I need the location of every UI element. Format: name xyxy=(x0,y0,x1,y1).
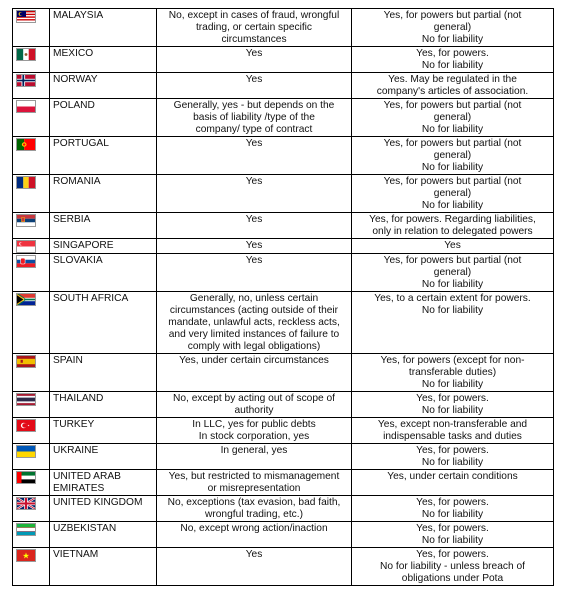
cell-line: trading, or certain specific xyxy=(195,22,313,33)
flag-icon-no xyxy=(16,74,36,87)
cell-line: Yes, for powers (except for non- xyxy=(380,355,525,366)
cell-line: No for liability xyxy=(421,535,484,546)
flag-cell xyxy=(13,47,50,73)
personal-liability-cell xyxy=(157,548,352,586)
personal-liability-cell xyxy=(157,292,352,354)
personal-liability-cell xyxy=(157,392,352,418)
cell-line: No for liability xyxy=(421,457,484,468)
cell-line: Yes xyxy=(245,176,263,187)
country-name: SLOVAKIA xyxy=(50,254,157,292)
table-body xyxy=(13,9,554,586)
country-name: SINGAPORE xyxy=(50,239,157,254)
flag-cell xyxy=(13,522,50,548)
cell-line: indispensable tasks and duties xyxy=(383,431,522,442)
cell-line: No for liability xyxy=(421,509,484,520)
cell-line: company/ type of contract xyxy=(195,124,313,135)
flag-cell xyxy=(13,213,50,239)
cell-line: circumstances (acting outside of their xyxy=(169,305,339,316)
cell-line: Yes xyxy=(245,74,263,85)
cell-line: and very limited instances of failure to xyxy=(168,329,340,340)
table-row xyxy=(13,444,554,470)
cell-line: No for liability xyxy=(421,60,484,71)
table-row xyxy=(13,213,554,239)
cell-line: Yes, to a certain extent for powers. xyxy=(374,293,531,304)
cell-line: No, except by acting out of scope of xyxy=(173,393,335,404)
flag-icon-uz xyxy=(16,523,36,536)
cell-line: Generally, no, unless certain xyxy=(189,293,319,304)
table-row xyxy=(13,137,554,175)
cell-line: Yes. May be regulated in the xyxy=(388,74,517,85)
flag-icon-za xyxy=(16,293,36,306)
flag-icon-th xyxy=(16,393,36,406)
table-row xyxy=(13,175,554,213)
cell-line: Yes, for powers. xyxy=(416,523,489,534)
delegation-cell xyxy=(352,137,554,175)
cell-line: No, exceptions (tax evasion, bad faith, xyxy=(167,497,341,508)
country-name: ROMANIA xyxy=(50,175,157,213)
delegation-cell xyxy=(352,292,554,354)
delegation-cell xyxy=(352,444,554,470)
cell-line: Yes, for powers. xyxy=(416,48,489,59)
personal-liability-cell xyxy=(157,239,352,254)
flag-icon-pt xyxy=(16,138,36,151)
cell-line: general) xyxy=(433,188,472,199)
cell-line: wrongful trading, etc.) xyxy=(205,509,303,520)
cell-line: Generally, yes - but depends on the xyxy=(173,100,335,111)
table-row xyxy=(13,418,554,444)
personal-liability-cell xyxy=(157,213,352,239)
flag-cell xyxy=(13,137,50,175)
flag-icon-sg xyxy=(16,240,36,253)
flag-icon-gb xyxy=(16,497,36,510)
cell-line: Yes, for powers but partial (not xyxy=(383,10,522,21)
cell-line: Yes, but restricted to mismanagement xyxy=(168,471,340,482)
cell-line: No for liability - unless breach of xyxy=(380,561,525,572)
cell-line: Yes, for powers but partial (not xyxy=(383,100,522,111)
cell-line: Yes, for powers. xyxy=(416,445,489,456)
flag-cell xyxy=(13,239,50,254)
flag-cell xyxy=(13,254,50,292)
flag-cell xyxy=(13,548,50,586)
cell-line: No for liability xyxy=(421,34,484,45)
cell-line: basis of liability /type of the xyxy=(193,112,315,123)
cell-line: circumstances xyxy=(221,34,287,45)
delegation-cell xyxy=(352,392,554,418)
personal-liability-cell xyxy=(157,175,352,213)
cell-line: comply with legal obligations) xyxy=(187,341,321,352)
cell-line: No for liability xyxy=(421,405,484,416)
country-name: UKRAINE xyxy=(50,444,157,470)
delegation-cell xyxy=(352,9,554,47)
flag-cell xyxy=(13,392,50,418)
table-row xyxy=(13,73,554,99)
cell-line: No for liability xyxy=(421,279,484,290)
table-row xyxy=(13,99,554,137)
flag-icon-ae xyxy=(16,471,36,484)
cell-line: Yes xyxy=(245,138,263,149)
delegation-cell xyxy=(352,47,554,73)
delegation-cell xyxy=(352,470,554,496)
country-name: SOUTH AFRICA xyxy=(50,292,157,354)
cell-line: Yes xyxy=(245,48,263,59)
cell-line: No, except wrong action/inaction xyxy=(180,523,328,534)
flag-cell xyxy=(13,470,50,496)
table-row xyxy=(13,292,554,354)
personal-liability-cell xyxy=(157,496,352,522)
cell-line: Yes, for powers but partial (not xyxy=(383,255,522,266)
country-name: SERBIA xyxy=(50,213,157,239)
flag-cell xyxy=(13,354,50,392)
table-row xyxy=(13,496,554,522)
cell-line: No for liability xyxy=(421,200,484,211)
flag-icon-vn xyxy=(16,549,36,562)
cell-line: In stock corporation, yes xyxy=(198,431,310,442)
cell-line: In general, yes xyxy=(220,445,288,456)
table-row xyxy=(13,47,554,73)
cell-line: or misrepresentation xyxy=(207,483,301,494)
flag-icon-ua xyxy=(16,445,36,458)
country-name: TURKEY xyxy=(50,418,157,444)
cell-line: No for liability xyxy=(421,305,484,316)
flag-cell xyxy=(13,73,50,99)
cell-line: general) xyxy=(433,150,472,161)
delegation-cell xyxy=(352,175,554,213)
flag-icon-sk xyxy=(16,255,36,268)
cell-line: In LLC, yes for public debts xyxy=(192,419,316,430)
delegation-cell xyxy=(352,522,554,548)
delegation-cell xyxy=(352,213,554,239)
personal-liability-cell xyxy=(157,418,352,444)
flag-cell xyxy=(13,418,50,444)
flag-cell xyxy=(13,496,50,522)
cell-line: Yes, under certain circumstances xyxy=(179,355,329,366)
country-table xyxy=(12,8,554,586)
delegation-cell xyxy=(352,99,554,137)
country-name: UNITED KINGDOM xyxy=(50,496,157,522)
personal-liability-cell xyxy=(157,73,352,99)
country-name: THAILAND xyxy=(50,392,157,418)
cell-line: obligations under Pota xyxy=(401,573,504,584)
cell-line: Yes xyxy=(245,255,263,266)
delegation-cell xyxy=(352,254,554,292)
personal-liability-cell xyxy=(157,254,352,292)
flag-icon-mx xyxy=(16,48,36,61)
cell-line: No for liability xyxy=(421,162,484,173)
cell-line: No for liability xyxy=(421,124,484,135)
personal-liability-cell xyxy=(157,444,352,470)
cell-line: Yes, for powers. xyxy=(416,549,489,560)
flag-icon-my xyxy=(16,10,36,23)
delegation-cell xyxy=(352,239,554,254)
cell-line: authority xyxy=(234,405,274,416)
country-name: UNITED ARAB EMIRATES xyxy=(50,470,157,496)
table-row xyxy=(13,9,554,47)
cell-line: general) xyxy=(433,112,472,123)
flag-cell xyxy=(13,292,50,354)
flag-icon-tr xyxy=(16,419,36,432)
cell-line: Yes xyxy=(245,214,263,225)
country-name: MALAYSIA xyxy=(50,9,157,47)
cell-line: general) xyxy=(433,22,472,33)
cell-line: Yes, for powers. xyxy=(416,393,489,404)
cell-line: Yes, except non-transferable and xyxy=(377,419,528,430)
table-row xyxy=(13,522,554,548)
cell-line: Yes xyxy=(444,240,461,251)
personal-liability-cell xyxy=(157,99,352,137)
personal-liability-cell xyxy=(157,470,352,496)
flag-cell xyxy=(13,99,50,137)
flag-icon-pl xyxy=(16,100,36,113)
table-row xyxy=(13,470,554,496)
personal-liability-cell xyxy=(157,9,352,47)
cell-line: Yes, for powers. xyxy=(416,497,489,508)
delegation-cell xyxy=(352,548,554,586)
country-name: SPAIN xyxy=(50,354,157,392)
cell-line: Yes xyxy=(245,240,263,251)
country-name: PORTUGAL xyxy=(50,137,157,175)
cell-line: mandate, unlawful acts, reckless acts, xyxy=(168,317,340,328)
table-row xyxy=(13,354,554,392)
country-name: UZBEKISTAN xyxy=(50,522,157,548)
country-name: POLAND xyxy=(50,99,157,137)
flag-cell xyxy=(13,175,50,213)
table-row xyxy=(13,392,554,418)
flag-icon-ro xyxy=(16,176,36,189)
flag-cell xyxy=(13,444,50,470)
country-name: NORWAY xyxy=(50,73,157,99)
cell-line: No, except in cases of fraud, wrongful xyxy=(168,10,340,21)
cell-line: No for liability xyxy=(421,379,484,390)
country-name: VIETNAM xyxy=(50,548,157,586)
cell-line: transferable duties) xyxy=(408,367,497,378)
personal-liability-cell xyxy=(157,354,352,392)
cell-line: general) xyxy=(433,267,472,278)
table-row xyxy=(13,254,554,292)
cell-line: Yes xyxy=(245,549,263,560)
cell-line: Yes, for powers. Regarding liabilities, xyxy=(369,214,536,225)
cell-line: Yes, under certain conditions xyxy=(387,471,518,482)
flag-icon-es xyxy=(16,355,36,368)
table-row xyxy=(13,239,554,254)
personal-liability-cell xyxy=(157,137,352,175)
delegation-cell xyxy=(352,354,554,392)
delegation-cell xyxy=(352,418,554,444)
cell-line: Yes, for powers but partial (not xyxy=(383,176,522,187)
cell-line: company's articles of association. xyxy=(376,86,529,97)
table-row xyxy=(13,548,554,586)
flag-cell xyxy=(13,9,50,47)
delegation-cell xyxy=(352,73,554,99)
country-name: MEXICO xyxy=(50,47,157,73)
cell-line: Yes, for powers but partial (not xyxy=(383,138,522,149)
personal-liability-cell xyxy=(157,522,352,548)
cell-line: only in relation to delegated powers xyxy=(372,226,533,237)
personal-liability-cell xyxy=(157,47,352,73)
flag-icon-rs xyxy=(16,214,36,227)
delegation-cell xyxy=(352,496,554,522)
